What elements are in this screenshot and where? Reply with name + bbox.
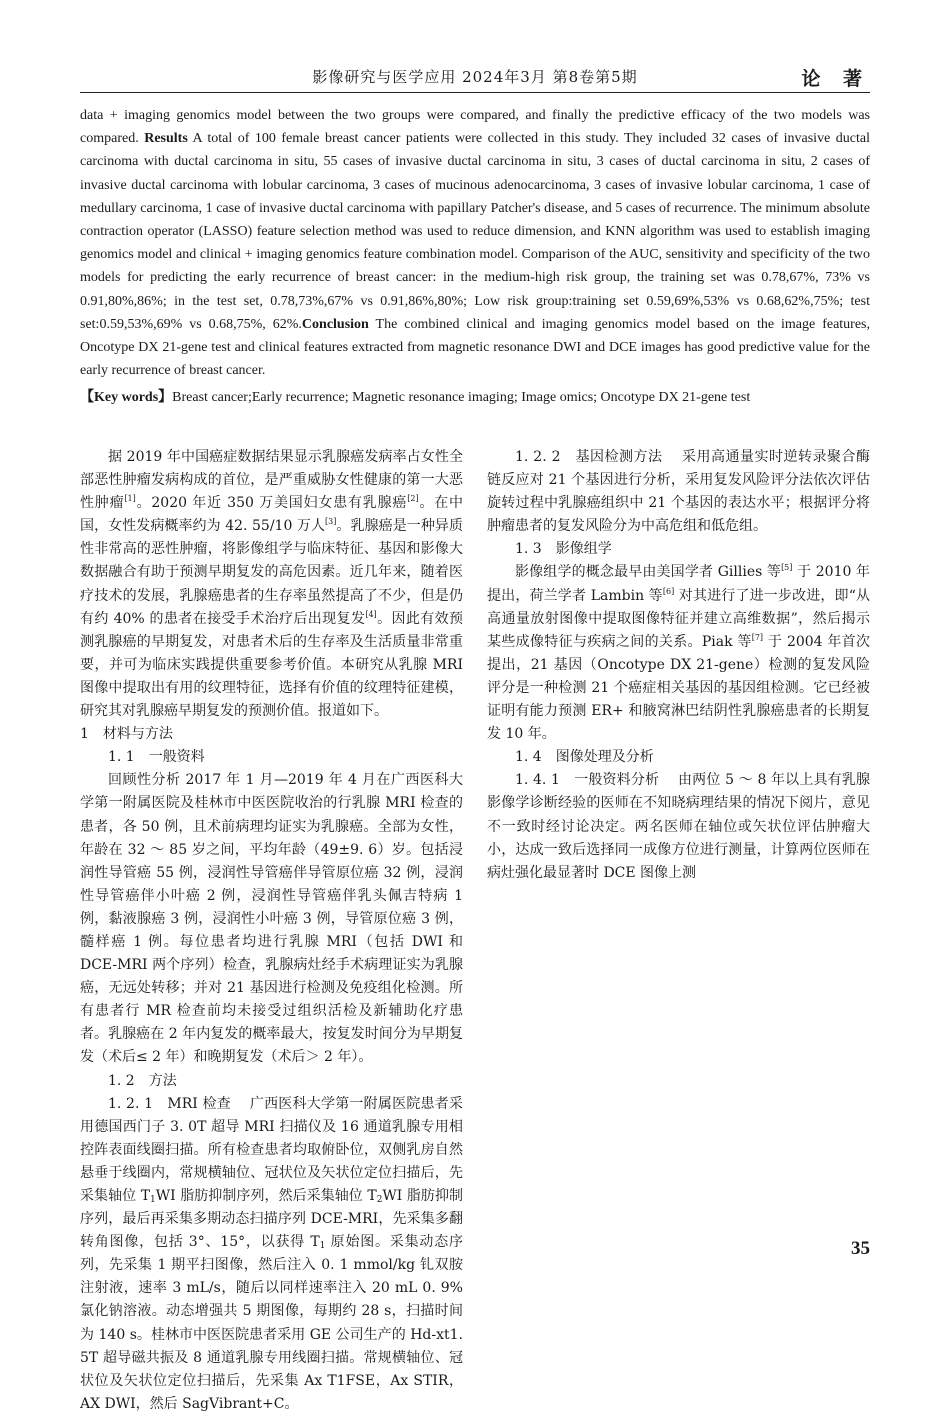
citation-3: [3] — [325, 517, 337, 527]
left-column — [80, 446, 463, 1416]
citation-5: [5] — [781, 563, 793, 573]
intro-text-4: 。乳腺癌是一种异质性非常高的恶性肿瘤，将影像组学与临床特征、基因和影像大数据融合有助于预测早期复发的高危因素。近几年来，随着医疗技术的发展，乳腺癌患者的生存率虽然提高了不少，但是仍有约 40% 的患者在接受手术治疗后出现复发 — [80, 518, 463, 627]
conclusion-text: The combined clinical and imaging genomics model based on the image features, Oncotype DX 21-gene test and clinical features extracted from magnetic resonance DWI and DCE images has good predictive value for the early recurrence of breast cancer. — [80, 316, 870, 379]
right-column — [487, 446, 870, 885]
intro-text-2: 。2020 年近 350 万美国妇女患有乳腺癌 — [135, 495, 408, 512]
mri-paragraph — [80, 1093, 463, 1416]
intro-paragraph — [80, 446, 463, 723]
citation-6: [6] — [662, 586, 675, 596]
citation-7: [7] — [751, 632, 764, 642]
heading-radiomics: 1. 3 影像组学 — [515, 541, 612, 558]
results-text: A total of 100 female breast cancer patients were collected in this study. They included 32 cases of invasive ductal carcinoma with ductal carcinoma in situ, 55 cases of invasive ductal carcinoma in situ, 3 cases of ductal carcinoma in situ, 2 cases of invasive ductal carcinoma with lobular carcinoma, 3 cases of mucinous adenocarcinoma, 3 cases of invasive lobular carcinoma, 1 case of medullary carcinoma, 1 case of invasive ductal carcinoma with papillary Patcher's disease, and 5 cases of recurrence. The minimum absolute contraction operator (LASSO) feature selection method was used to reduce dimension, and KNN algorithm was used to establish imaging genomics model and clinical + imaging genomics feature combination model. Comparison of the AUC, sensitivity and specificity of the two models for predicting the early recurrence of breast cancer: in the medium-high risk group, the training set was 0.78,67%, 73% vs 0.91,80%,86%; in the test set, 0.78,73%,67% vs 0.91,86%,80%; Low risk group:training set 0.59,69%,53% vs 0.68,62%,75%; test set:0.59,53%,69% vs 0.68,75%, 62%. — [80, 131, 870, 332]
citation-4: [4] — [365, 609, 377, 619]
heading-materials-methods: 1 材料与方法 — [80, 726, 173, 743]
page-header — [80, 64, 870, 90]
keywords — [80, 386, 870, 409]
mri-text-2: WI 脂肪抑制序列，然后采集轴位 T — [155, 1188, 377, 1204]
heading-image-processing: 1. 4 图像处理及分析 — [515, 749, 654, 766]
mri-text-3: WI 脂肪抑制序列，最后再采集多期动态扫描序列 DCE-MRI，先采集多翻转角图像，包括 3°、15°，以获得 T — [80, 1188, 463, 1251]
mri-text-1: 1. 2. 1 MRI 检查 广西医科大学第一附属医院患者采用德国西门子 3. 0T 超导 MRI 扫描仪及 16 通道乳腺专用相控阵表面线圈扫描。所有检查患者均取俯卧位，双侧乳房自然悬垂于线圈内，常规横轴位、冠状位及矢状位定位扫描后，先采集轴位 T — [80, 1095, 463, 1204]
intro-text-3: 。在中国，女性发病概率约为 42. 55/10 万人 — [80, 495, 464, 535]
radiomics-text-3: 对其进行了进一步改进，即“从高通量放射图像中提取图像特征并建立高维数据”，然后揭示某些成像特征与疾病之间的关系。Piak 等 — [487, 587, 871, 650]
journal-title: 影像研究与医学应用 2024年3月 第8卷第5期 — [312, 68, 638, 86]
conclusion-label: Conclusion — [301, 316, 369, 332]
mri-text-4: 原始图。采集动态序列，先采集 1 期平扫图像，然后注入 0. 1 mmol/kg 钆双胺注射液，速率 3 mL/s，随后以同样速率注入 20 mL 0. 9% 氯化钠溶液。动态增强共 5 期图像，每期约 28 s，扫描时间为 140 s。桂林市中医医院患者采用 GE 公司生产的 Hd-xt1. 5T 超导磁共振及 8 通道乳腺专用线圈扫描。常规横轴位、冠状位及矢状位定位扫描后，先采集 Ax T1FSE，Ax STIR，AX DWI，然后 SagVibrant+C。 — [80, 1234, 463, 1412]
gene-test-paragraph: 1. 2. 2 基因检测方法 采用高通量实时逆转录聚合酶链反应对 21 个基因进行分析，采用复发风险评分法依次评估旋转过程中乳腺癌组织中 21 个基因的表达水平；根据评分将肿瘤患者的复发风险分为中高危组和低危组。 — [487, 449, 870, 535]
header-divider — [80, 92, 870, 93]
subscript-1: 1 — [150, 1195, 156, 1205]
page-number: 35 — [851, 1238, 870, 1259]
image-analysis-paragraph: 1. 4. 1 一般资料分析 由两位 5 ～ 8 年以上具有乳腺影像学诊断经验的医师在不知晓病理结果的情况下阅片，意见不一致时经讨论决定。两名医师在轴位或矢状位评估肿瘤大小，达成一致后选择同一成像方位进行测量，计算两位医师在病灶强化最显著时 DCE 图像上测 — [487, 772, 870, 881]
keywords-text: Breast cancer;Early recurrence; Magnetic resonance imaging; Image omics; Oncotype DX 21-gene test — [172, 390, 751, 405]
subscript-2: 2 — [376, 1195, 383, 1205]
citation-1: [1] — [124, 494, 136, 504]
intro-text-5: 。因此有效预测乳腺癌的早期复发，对患者术后的生存率及生活质量非常重要，并可为临床实践提供重要参考价值。本研究从乳腺 MRI 图像中提取出有用的纹理特征，选择有价值的纹理特征建模，研究其对乳腺癌早期复发的预测价值。报道如下。 — [80, 610, 463, 720]
heading-methods: 1. 2 方法 — [108, 1072, 177, 1089]
keywords-label: 【Key words】 — [80, 390, 173, 405]
english-abstract — [80, 104, 870, 382]
subscript-3: 1 — [319, 1241, 326, 1252]
citation-2: [2] — [407, 494, 419, 504]
radiomics-text-2: 于 2010 年提出，荷兰学者 Lambin 等 — [487, 564, 870, 604]
radiomics-text-1: 影像组学的概念最早由美国学者 Gillies 等 — [515, 564, 782, 581]
intro-text-1: 据 2019 年中国癌症数据结果显示乳腺癌发病率占女性全部恶性肿瘤发病构成的首位，是严重威胁女性健康的第一大恶性肿瘤 — [80, 449, 463, 512]
radiomics-paragraph — [487, 561, 870, 746]
heading-general-data: 1. 1 一般资料 — [108, 749, 205, 766]
section-label: 论 著 — [801, 68, 870, 90]
radiomics-text-4: 于 2004 年首次提出，21 基因（Oncotype DX 21-gene）检测的复发风险评分是一种检测 21 个癌症相关基因的基因组检测。它已经被证明有能力预测 ER+ 和腋窝淋巴结阴性乳腺癌患者的长期复发 10 年。 — [487, 633, 870, 743]
results-label: Results — [144, 131, 188, 147]
general-data-paragraph: 回顾性分析 2017 年 1 月—2019 年 4 月在广西医科大学第一附属医院及桂林市中医医院收治的行乳腺 MRI 检查的患者，各 50 例，且术前病理均证实为乳腺癌。全部为女性，年龄在 32 ～ 85 岁之间，平均年龄（49±9. 6）岁。包括浸润性导管癌 55 例，浸润性导管癌伴导管原位癌 32 例，浸润性导管癌伴小叶癌 2 例，浸润性导管癌伴乳头佩吉特病 1 例，黏液腺癌 3 例，浸润性小叶癌 3 例，导管原位癌 3 例，髓样癌 1 例。每位患者均进行乳腺 MRI（包括 DWI 和 DCE-MRI 两个序列）检查，乳腺病灶经手术病理证实为乳腺癌，无远处转移；并对 21 基因进行检测及免疫组化检测。所有患者行 MR 检查前均未接受过组织活检及新辅助化疗患者。乳腺癌在 2 年内复发的概率最大，按复发时间分为早期复发（术后≤ 2 年）和晚期复发（术后＞ 2 年）。 — [80, 772, 463, 1066]
abstract-methods-tail: data + imaging genomics model between the two groups were compared, and finally the predictive efficacy of the two models was compared. — [80, 108, 870, 147]
